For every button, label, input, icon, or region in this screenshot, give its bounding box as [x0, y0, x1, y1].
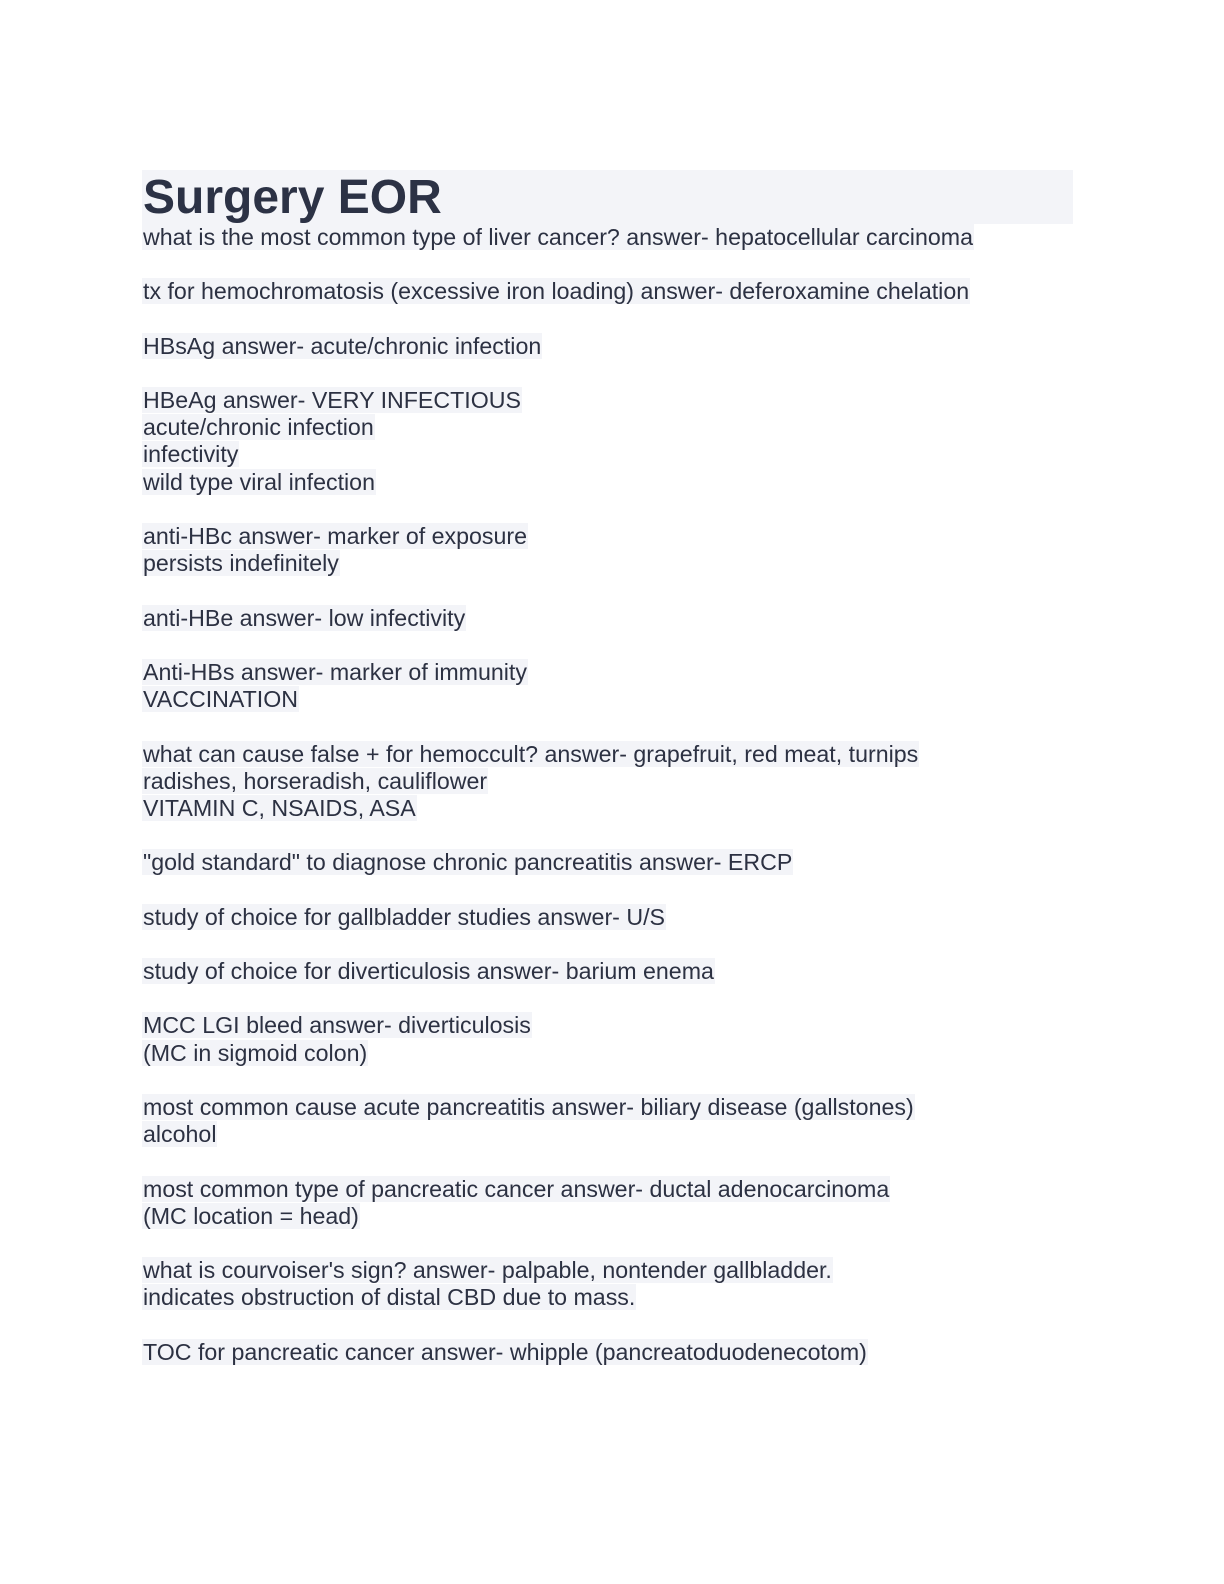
document-page: [142, 170, 1073, 1393]
qa-entry: [142, 224, 1073, 251]
qa-text: alcohol: [143, 1121, 217, 1148]
qa-answer-line: [142, 550, 1073, 577]
qa-question-line: [142, 278, 1073, 305]
qa-entry: [142, 605, 1073, 632]
qa-answer-line: [142, 768, 1073, 795]
qa-question-line: [142, 605, 1073, 632]
document-title: Surgery EOR: [143, 171, 442, 224]
qa-answer-line: [142, 795, 1073, 822]
qa-entry: [142, 278, 1073, 305]
qa-text: HBeAg answer- VERY INFECTIOUS: [143, 386, 521, 413]
qa-entry: [142, 387, 1073, 496]
qa-text: indicates obstruction of distal CBD due to mass.: [143, 1284, 636, 1311]
qa-text: (MC in sigmoid colon): [143, 1039, 368, 1066]
qa-text: radishes, horseradish, cauliflower: [143, 767, 488, 794]
qa-entry: [142, 1094, 1073, 1149]
qa-text: TOC for pancreatic cancer answer- whipple (pancreatoduodenecotom): [143, 1338, 867, 1365]
qa-question-line: [142, 849, 1073, 876]
qa-question-line: [142, 659, 1073, 686]
qa-text: wild type viral infection: [143, 468, 375, 495]
qa-entries: [142, 224, 1073, 1366]
qa-text: study of choice for gallbladder studies answer- U/S: [143, 903, 665, 930]
qa-text: what is courvoiser's sign? answer- palpable, nontender gallbladder.: [143, 1257, 832, 1284]
qa-text: (MC location = head): [143, 1202, 359, 1229]
qa-entry: [142, 1176, 1073, 1231]
qa-entry: [142, 1339, 1073, 1366]
qa-text: what is the most common type of liver cancer? answer- hepatocellular carcinoma: [143, 224, 973, 250]
qa-answer-line: [142, 414, 1073, 441]
qa-answer-line: [142, 441, 1073, 468]
qa-question-line: [142, 224, 1073, 251]
qa-answer-line: [142, 1284, 1073, 1311]
qa-answer-line: [142, 469, 1073, 496]
qa-entry: [142, 523, 1073, 578]
qa-question-line: [142, 741, 1073, 768]
qa-entry: [142, 958, 1073, 985]
qa-text: VACCINATION: [143, 686, 299, 713]
qa-question-line: [142, 1176, 1073, 1203]
qa-answer-line: [142, 1121, 1073, 1148]
qa-question-line: [142, 904, 1073, 931]
qa-text: study of choice for diverticulosis answer- barium enema: [143, 958, 714, 985]
qa-text: HBsAg answer- acute/chronic infection: [143, 332, 542, 359]
qa-text: "gold standard" to diagnose chronic pancreatitis answer- ERCP: [143, 849, 793, 876]
qa-text: tx for hemochromatosis (excessive iron loading) answer- deferoxamine chelation: [143, 278, 970, 305]
qa-text: most common cause acute pancreatitis answer- biliary disease (gallstones): [143, 1093, 914, 1120]
qa-question-line: [142, 333, 1073, 360]
qa-text: infectivity: [143, 441, 239, 468]
qa-entry: [142, 1012, 1073, 1067]
qa-question-line: [142, 523, 1073, 550]
qa-text: Anti-HBs answer- marker of immunity: [143, 658, 527, 685]
qa-question-line: [142, 1094, 1073, 1121]
qa-text: what can cause false + for hemoccult? answer- grapefruit, red meat, turnips: [143, 740, 919, 767]
qa-question-line: [142, 387, 1073, 414]
qa-text: anti-HBe answer- low infectivity: [143, 604, 466, 631]
qa-question-line: [142, 1339, 1073, 1366]
qa-answer-line: [142, 1203, 1073, 1230]
qa-entry: [142, 904, 1073, 931]
qa-question-line: [142, 1257, 1073, 1284]
qa-text: most common type of pancreatic cancer answer- ductal adenocarcinoma: [143, 1175, 890, 1202]
qa-entry: [142, 333, 1073, 360]
qa-entry: [142, 1257, 1073, 1312]
qa-answer-line: [142, 686, 1073, 713]
qa-entry: [142, 849, 1073, 876]
qa-text: MCC LGI bleed answer- diverticulosis: [143, 1012, 531, 1039]
qa-text: persists indefinitely: [143, 550, 339, 577]
qa-answer-line: [142, 1040, 1073, 1067]
qa-question-line: [142, 1012, 1073, 1039]
title-band: [142, 170, 1073, 224]
qa-question-line: [142, 958, 1073, 985]
qa-entry: [142, 741, 1073, 823]
qa-text: acute/chronic infection: [143, 414, 374, 441]
qa-entry: [142, 659, 1073, 714]
qa-text: anti-HBc answer- marker of exposure: [143, 523, 528, 550]
qa-text: VITAMIN C, NSAIDS, ASA: [143, 795, 416, 822]
